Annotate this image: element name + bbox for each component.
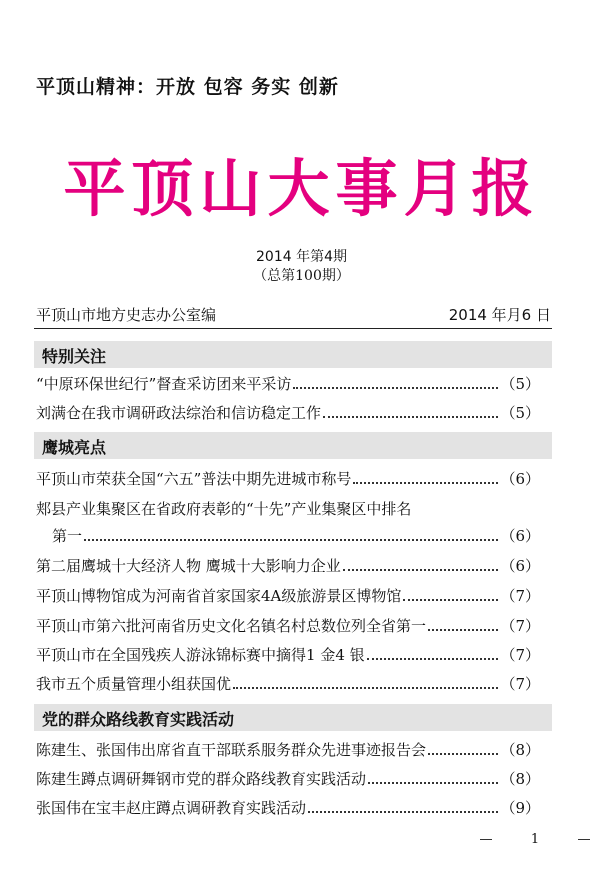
toc-entry-title: 平顶山博物馆成为河南省首家国家4A级旅游景区博物馆 (36, 587, 402, 605)
leader-dots (428, 752, 498, 755)
leader-dots (84, 538, 498, 541)
toc-entry[interactable] (36, 767, 540, 789)
toc-entry-title: 第二届鹰城十大经济人物 鹰城十大影响力企业 (36, 557, 341, 575)
toc-entry[interactable] (36, 467, 540, 489)
section-header-eagle-city (34, 432, 552, 459)
toc-entry-title: 第一 (52, 527, 83, 545)
section-header-mass-line (34, 704, 552, 731)
toc-entry-page: （6） (500, 470, 540, 488)
toc-entry[interactable] (36, 401, 540, 423)
section-header-special-focus (34, 341, 552, 368)
leader-dots (353, 481, 498, 484)
publish-date: 2014 年月6 日 (448, 306, 551, 324)
toc-entry-continuation[interactable] (52, 524, 540, 546)
toc-entry-title: 平顶山市第六批河南省历史文化名镇名村总数位列全省第一 (36, 617, 427, 635)
page-footer (480, 832, 590, 847)
toc-entry[interactable] (36, 796, 540, 818)
page-number: 1 (530, 832, 540, 847)
toc-entry-page: （8） (500, 770, 540, 788)
toc-entry-title: 平顶山市荣获全国“六五”普法中期先进城市称号 (36, 470, 352, 488)
toc-entry-title: 我市五个质量管理小组获国优 (36, 675, 232, 693)
leader-dots (343, 568, 499, 571)
leader-dots (233, 686, 498, 689)
toc-entry-page: （6） (500, 527, 540, 545)
toc-entry-page: （9） (500, 799, 540, 817)
toc-entry[interactable] (36, 672, 540, 694)
slogan: 平顶山精神：开放 包容 务实 创新 (36, 76, 339, 98)
issue-total-number: （总第100期） (253, 268, 350, 284)
toc-entry-page: （7） (500, 675, 540, 693)
toc-entry[interactable] (36, 497, 540, 519)
masthead-title: 平顶山大事月报 (63, 152, 540, 225)
toc-entry-page: （7） (500, 587, 540, 605)
toc-entry[interactable] (36, 584, 540, 606)
header-divider (34, 328, 552, 329)
footer-dash-left (480, 839, 492, 840)
toc-entry-title: 陈建生、张国伟出席省直干部联系服务群众先进事迹报告会 (36, 741, 427, 759)
toc-entry[interactable] (36, 614, 540, 636)
toc-entry-title: “中原环保世纪行”督查采访团来平采访 (36, 375, 292, 393)
leader-dots (368, 781, 498, 784)
section-title: 特别关注 (42, 347, 107, 366)
section-title: 党的群众路线教育实践活动 (42, 710, 235, 729)
footer-dash-right (578, 839, 590, 840)
editor-office: 平顶山市地方史志办公室编 (36, 306, 217, 324)
toc-entry-title: 陈建生蹲点调研舞钢市党的群众路线教育实践活动 (36, 770, 367, 788)
toc-entry-title: 郏县产业集聚区在省政府表彰的“十先”产业集聚区中排名 (36, 500, 412, 518)
leader-dots (428, 628, 498, 631)
toc-entry[interactable] (36, 372, 540, 394)
toc-entry-page: （5） (500, 375, 540, 393)
toc-entry[interactable] (36, 554, 540, 576)
issue-number: 2014 年第4期 (256, 249, 347, 265)
toc-entry-title: 张国伟在宝丰赵庄蹲点调研教育实践活动 (36, 799, 307, 817)
toc-entry-page: （8） (500, 741, 540, 759)
leader-dots (367, 657, 499, 660)
toc-entry-page: （5） (500, 404, 540, 422)
leader-dots (403, 598, 498, 601)
leader-dots (308, 810, 498, 813)
toc-entry-title: 刘满仓在我市调研政法综治和信访稳定工作 (36, 404, 322, 422)
toc-entry-page: （7） (500, 617, 540, 635)
toc-entry[interactable] (36, 643, 540, 665)
toc-entry[interactable] (36, 738, 540, 760)
section-title: 鹰城亮点 (42, 438, 107, 457)
leader-dots (293, 386, 498, 389)
toc-entry-page: （6） (500, 557, 540, 575)
toc-entry-title: 平顶山市在全国残疾人游泳锦标赛中摘得1 金4 银 (36, 646, 365, 664)
leader-dots (323, 415, 498, 418)
toc-entry-page: （7） (500, 646, 540, 664)
